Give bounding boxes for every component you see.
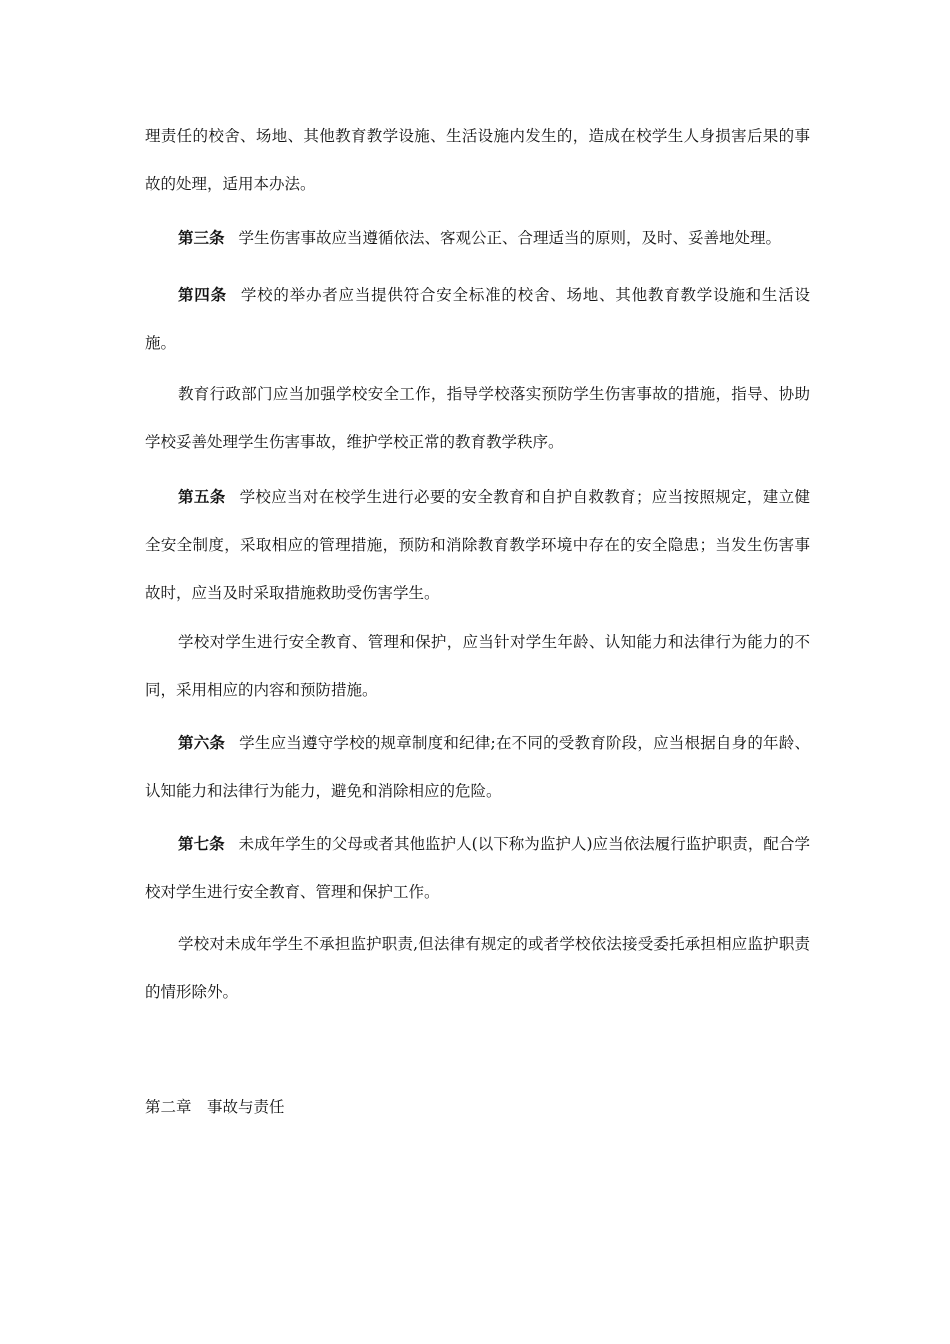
- paragraph-text: 教育行政部门应当加强学校安全工作，指导学校落实预防学生伤害事故的措施，指导、协助学校妥善处理学生伤害事故，维护学校正常的教育教学秩序。: [145, 385, 810, 451]
- paragraph-1: [145, 112, 810, 208]
- paragraph-6: [145, 618, 810, 714]
- article-number: 第六条: [178, 733, 226, 752]
- paragraph-4: [145, 370, 810, 466]
- paragraph-text: 学校的举办者应当提供符合安全标准的校舍、场地、其他教育教学设施和生活设施。: [145, 286, 810, 352]
- article-3: [145, 214, 810, 262]
- paragraph-text: 学生应当遵守学校的规章制度和纪律;在不同的受教育阶段，应当根据自身的年龄、认知能力和法律行为能力，避免和消除相应的危险。: [145, 734, 810, 800]
- article-number: 第三条: [178, 228, 225, 247]
- article-number: 第四条: [178, 285, 227, 304]
- paragraph-text: 未成年学生的父母或者其他监护人(以下称为监护人)应当依法履行监护职责，配合学校对学生进行安全教育、管理和保护工作。: [145, 835, 810, 901]
- paragraph-text: 理责任的校舍、场地、其他教育教学设施、生活设施内发生的，造成在校学生人身损害后果的事故的处理，适用本办法。: [145, 127, 810, 193]
- article-6: [145, 719, 810, 815]
- article-4: [145, 271, 810, 367]
- article-7: [145, 820, 810, 916]
- paragraph-text: 学校对未成年学生不承担监护职责,但法律有规定的或者学校依法接受委托承担相应监护职责的情形除外。: [145, 935, 810, 1001]
- article-5: [145, 473, 810, 617]
- paragraph-text: 学校应当对在校学生进行必要的安全教育和自护自救教育；应当按照规定，建立健全安全制度，采取相应的管理措施，预防和消除教育教学环境中存在的安全隐患；当发生伤害事故时，应当及时采取措施救助受伤害学生。: [145, 488, 810, 602]
- paragraph-text: 学生伤害事故应当遵循依法、客观公正、合理适当的原则，及时、妥善地处理。: [238, 229, 782, 247]
- article-number: 第七条: [178, 834, 225, 853]
- paragraph-text: 学校对学生进行安全教育、管理和保护，应当针对学生年龄、认知能力和法律行为能力的不同，采用相应的内容和预防措施。: [145, 633, 810, 699]
- article-number: 第五条: [178, 487, 226, 506]
- paragraph-9: [145, 920, 810, 1016]
- chapter-heading: 第二章 事故与责任: [145, 1098, 285, 1116]
